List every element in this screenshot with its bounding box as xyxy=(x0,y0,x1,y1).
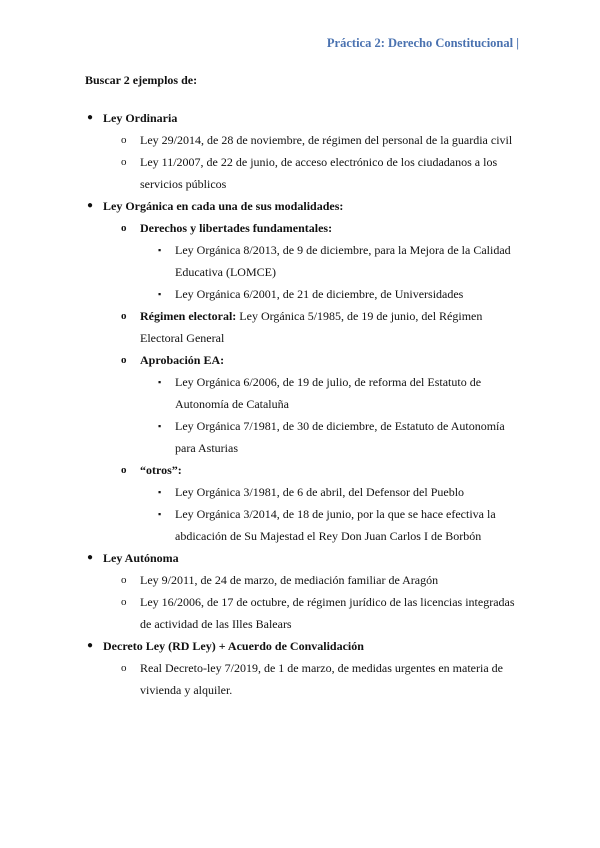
list-item-text: Ley 29/2014, de 28 de noviembre, de régimen del personal de la guardia civil xyxy=(140,133,513,147)
list-item xyxy=(85,283,520,305)
examples-list xyxy=(85,107,520,701)
list-item-text: Ley Orgánica 8/2013, de 9 de diciembre, para la Mejora de la Calidad Educativa (LOMCE) xyxy=(175,243,511,279)
list-item-text: Ley Orgánica 6/2006, de 19 de julio, de reforma del Estatuto de Autonomía de Cataluña xyxy=(175,375,482,411)
square-marker: ▪ xyxy=(158,377,162,387)
square-marker: ▪ xyxy=(158,509,162,519)
document-body xyxy=(85,71,520,701)
modalidad-item xyxy=(85,305,520,349)
section-decreto-ley xyxy=(85,635,520,657)
section-ley-autonoma xyxy=(85,547,520,569)
circle-marker: o xyxy=(121,354,127,366)
modalidad-label: Régimen electoral: xyxy=(140,309,237,323)
list-item xyxy=(85,129,520,151)
page-header-title: Práctica 2: Derecho Constitucional | xyxy=(326,36,519,50)
modalidad-item xyxy=(85,217,520,239)
list-item-text: Ley Orgánica 6/2001, de 21 de diciembre, de Universidades xyxy=(175,287,464,301)
bullet-marker: ● xyxy=(87,640,94,651)
bullet-marker: ● xyxy=(87,112,94,123)
list-item-text: Ley Orgánica 7/1981, de 30 de diciembre, de Estatuto de Autonomía para Asturias xyxy=(175,419,505,455)
modalidad-label: Derechos y libertades fundamentales: xyxy=(140,221,333,235)
list-item-text: Ley Orgánica 3/2014, de 18 de junio, por la que se hace efectiva la abdicación de Su Majestad el Rey Don Juan Carlos I de Borbón xyxy=(175,507,496,543)
square-marker: ▪ xyxy=(158,421,162,431)
modalidad-item xyxy=(85,459,520,481)
intro-heading: Buscar 2 ejemplos de: xyxy=(85,73,198,87)
section-title: Ley Orgánica en cada una de sus modalidades: xyxy=(103,199,344,213)
modalidad-label: Aprobación EA: xyxy=(140,353,225,367)
circle-marker: o xyxy=(121,134,127,146)
circle-marker: o xyxy=(121,596,127,608)
list-item xyxy=(85,239,520,283)
list-item xyxy=(85,481,520,503)
list-item-text: Ley Orgánica 3/1981, de 6 de abril, del Defensor del Pueblo xyxy=(175,485,465,499)
modalidad-item xyxy=(85,349,520,371)
bullet-marker: ● xyxy=(87,552,94,563)
modalidad-label: “otros”: xyxy=(140,463,182,477)
square-marker: ▪ xyxy=(158,289,162,299)
list-item xyxy=(85,503,520,547)
list-item xyxy=(85,415,520,459)
square-marker: ▪ xyxy=(158,245,162,255)
circle-marker: o xyxy=(121,464,127,476)
list-item xyxy=(85,371,520,415)
list-item xyxy=(85,151,520,195)
circle-marker: o xyxy=(121,310,127,322)
list-item-text: Ley 9/2011, de 24 de marzo, de mediación familiar de Aragón xyxy=(140,573,439,587)
circle-marker: o xyxy=(121,156,127,168)
bullet-marker: ● xyxy=(87,200,94,211)
circle-marker: o xyxy=(121,662,127,674)
section-title: Ley Autónoma xyxy=(103,551,179,565)
section-title: Ley Ordinaria xyxy=(103,111,178,125)
list-item-text: Real Decreto-ley 7/2019, de 1 de marzo, de medidas urgentes en materia de vivienda y alquiler. xyxy=(140,661,503,697)
section-title: Decreto Ley (RD Ley) + Acuerdo de Convalidación xyxy=(103,639,364,653)
section-ley-ordinaria xyxy=(85,107,520,129)
list-item-text: Ley 11/2007, de 22 de junio, de acceso electrónico de los ciudadanos a los servicios públicos xyxy=(140,155,498,191)
list-item xyxy=(85,569,520,591)
square-marker: ▪ xyxy=(158,487,162,497)
list-item xyxy=(85,657,520,701)
section-ley-organica xyxy=(85,195,520,217)
list-item-text: Ley 16/2006, de 17 de octubre, de régimen jurídico de las licencias integradas de actividad de las Illes Balears xyxy=(140,595,515,631)
modalidad-text: Ley Orgánica 5/1985, de 19 de junio, del Régimen Electoral General xyxy=(140,309,483,345)
circle-marker: o xyxy=(121,222,127,234)
circle-marker: o xyxy=(121,574,127,586)
list-item xyxy=(85,591,520,635)
